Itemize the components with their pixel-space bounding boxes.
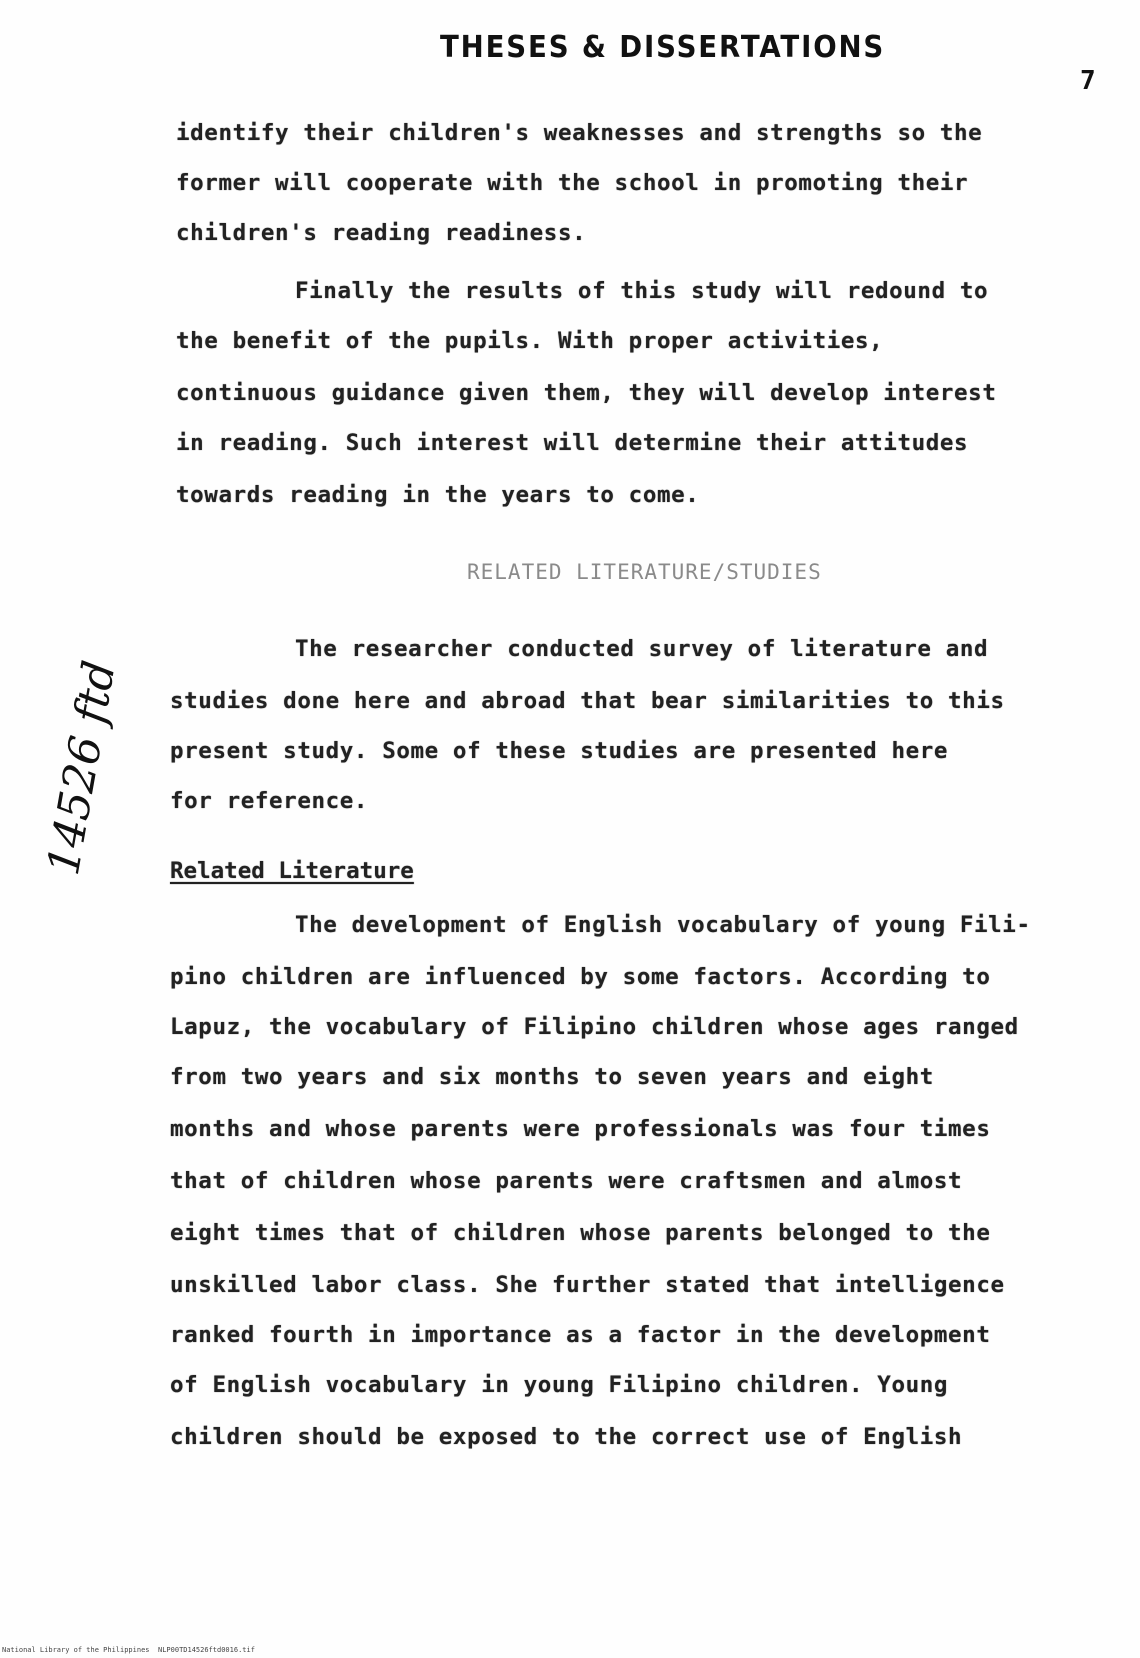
paragraph1-line: children's reading readiness.	[176, 220, 587, 246]
handwritten-accession-note: 14526 ftd	[38, 657, 126, 879]
theses-dissertations-stamp: THESES & DISSERTATIONS	[440, 30, 886, 65]
page-number: 7	[1080, 66, 1096, 96]
paragraph4-line: months and whose parents were professionals was four times	[170, 1116, 991, 1142]
paragraph2-line: the benefit of the pupils. With proper activities,	[176, 328, 884, 354]
paragraph4-line: that of children whose parents were craftsmen and almost	[170, 1168, 963, 1194]
paragraph4-line: children should be exposed to the correct use of English	[170, 1424, 963, 1450]
paragraph1-line: identify their children's weaknesses and strengths so the	[176, 120, 983, 146]
paragraph4-line: ranked fourth in importance as a factor in the development	[170, 1322, 991, 1348]
footer-library-name: National Library of the Philippines	[2, 1646, 150, 1654]
paragraph3-line: for reference.	[170, 788, 369, 814]
paragraph2-line: continuous guidance given them, they will develop interest	[176, 380, 997, 406]
paragraph4-line: unskilled labor class. She further stated that intelligence	[170, 1272, 1005, 1298]
paragraph4-line: Lapuz, the vocabulary of Filipino children whose ages ranged	[170, 1014, 1019, 1040]
paragraph4-line: of English vocabulary in young Filipino children. Young	[170, 1372, 949, 1398]
paragraph2-line: in reading. Such interest will determine their attitudes	[176, 430, 969, 456]
subheading-related-literature: Related Literature	[170, 858, 414, 884]
paragraph3-line: present study. Some of these studies are presented here	[170, 738, 949, 764]
paragraph4-line: pino children are influenced by some factors. According to	[170, 964, 991, 990]
section-heading: RELATED LITERATURE/STUDIES	[467, 560, 822, 584]
paragraph1-line: former will cooperate with the school in promoting their	[176, 170, 969, 196]
paragraph3-line: The researcher conducted survey of literature and	[295, 636, 989, 662]
paragraph2-line: towards reading in the years to come.	[176, 482, 700, 508]
paragraph3-line: studies done here and abroad that bear similarities to this	[170, 688, 1005, 714]
footer-file-code: NLP00TD14526ftd0016.tif	[158, 1646, 255, 1654]
paragraph4-line: eight times that of children whose parents belonged to the	[170, 1220, 991, 1246]
paragraph2-line: Finally the results of this study will redound to	[295, 278, 989, 304]
paragraph4-line: The development of English vocabulary of young Fili-	[295, 912, 1031, 938]
paragraph4-line: from two years and six months to seven years and eight	[170, 1064, 934, 1090]
